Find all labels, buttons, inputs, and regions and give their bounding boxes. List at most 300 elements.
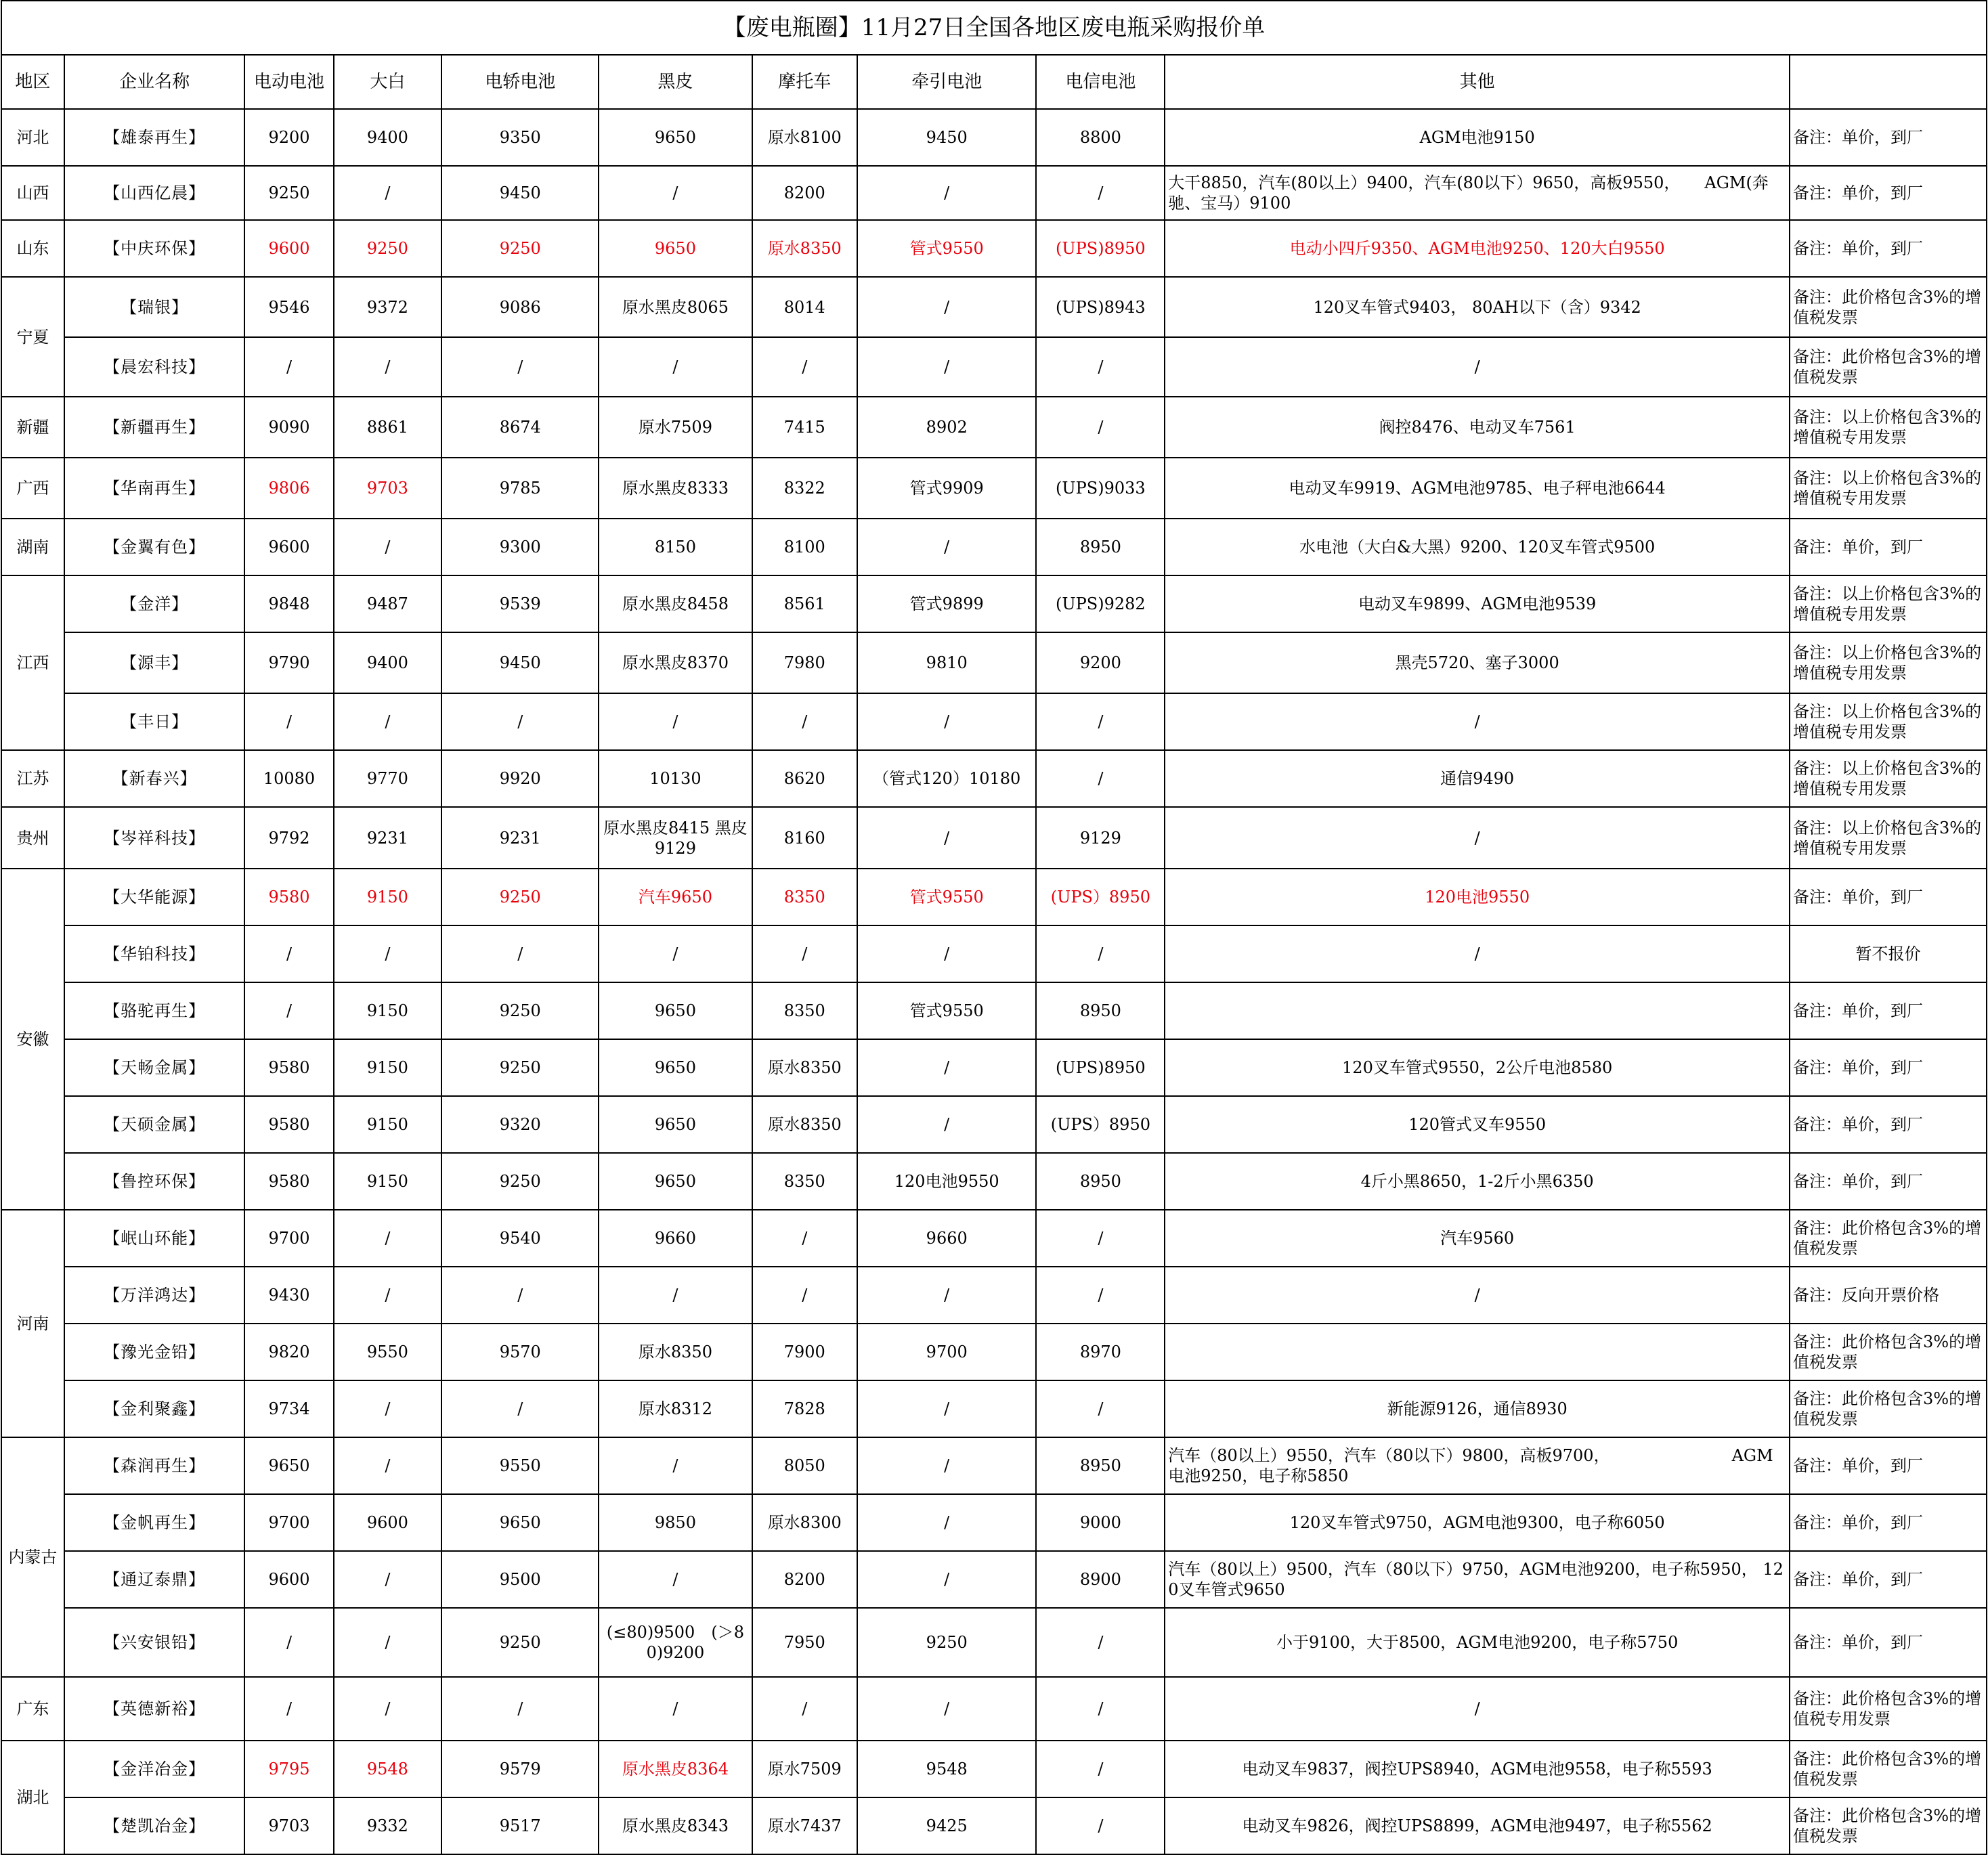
price-other-cell: 黑壳5720、塞子3000 <box>1165 632 1790 693</box>
price-car-battery-cell: 9450 <box>441 166 599 220</box>
price-ev-battery-cell: 9090 <box>244 397 333 458</box>
price-dabai-cell: 9150 <box>334 1096 442 1153</box>
price-car-battery-cell: 9540 <box>441 1210 599 1267</box>
price-heipi-cell: 9650 <box>599 982 752 1039</box>
price-ev-battery-cell: / <box>244 337 333 397</box>
price-heipi-cell: 原水黑皮8415 黑皮9129 <box>599 807 752 869</box>
price-other-cell: / <box>1165 807 1790 869</box>
price-other-cell: 小于9100，大于8500，AGM电池9200，电子称5750 <box>1165 1608 1790 1677</box>
price-ev-battery-cell: / <box>244 925 333 982</box>
table-row <box>1 1677 1987 1741</box>
note-cell: 备注：单价，到厂 <box>1790 166 1987 220</box>
price-other-cell: 120管式叉车9550 <box>1165 1096 1790 1153</box>
price-car-battery-cell: / <box>441 1267 599 1324</box>
note-cell: 暂不报价 <box>1790 925 1987 982</box>
price-ev-battery-cell: 9700 <box>244 1494 333 1551</box>
price-heipi-cell: 9650 <box>599 220 752 277</box>
price-traction-cell: 管式9550 <box>857 220 1037 277</box>
header-company: 企业名称 <box>64 55 245 109</box>
header-other: 其他 <box>1165 55 1790 109</box>
price-motorcycle-cell: / <box>752 925 857 982</box>
price-motorcycle-cell: 8620 <box>752 750 857 807</box>
region-cell: 河南 <box>1 1210 64 1437</box>
header-motorcycle: 摩托车 <box>752 55 857 109</box>
company-cell: 【岷山环能】 <box>64 1210 245 1267</box>
price-car-battery-cell: / <box>441 1677 599 1741</box>
note-cell: 备注：以上价格包含3%的增值税专用发票 <box>1790 807 1987 869</box>
price-heipi-cell: 原水黑皮8343 <box>599 1797 752 1854</box>
price-dabai-cell: 9548 <box>334 1741 442 1797</box>
price-dabai-cell: / <box>334 1551 442 1608</box>
table-row <box>1 1096 1987 1153</box>
price-traction-cell: 9425 <box>857 1797 1037 1854</box>
price-telecom-cell: / <box>1036 1608 1165 1677</box>
table-row <box>1 519 1987 575</box>
company-cell: 【岑祥科技】 <box>64 807 245 869</box>
price-dabai-cell: / <box>334 519 442 575</box>
price-dabai-cell: 8861 <box>334 397 442 458</box>
note-cell: 备注：以上价格包含3%的增值税专用发票 <box>1790 575 1987 632</box>
company-cell: 【天硕金属】 <box>64 1096 245 1153</box>
price-motorcycle-cell: 8200 <box>752 1551 857 1608</box>
price-telecom-cell: 8950 <box>1036 1153 1165 1210</box>
price-heipi-cell: / <box>599 693 752 750</box>
note-cell: 备注：单价，到厂 <box>1790 1437 1987 1494</box>
price-other-cell: / <box>1165 1677 1790 1741</box>
price-other-cell: / <box>1165 693 1790 750</box>
price-other-cell: 通信9490 <box>1165 750 1790 807</box>
table-row <box>1 807 1987 869</box>
price-dabai-cell: / <box>334 1267 442 1324</box>
price-dabai-cell: / <box>334 1380 442 1437</box>
table-row <box>1 1153 1987 1210</box>
company-cell: 【华铂科技】 <box>64 925 245 982</box>
company-cell: 【天畅金属】 <box>64 1039 245 1096</box>
price-traction-cell: 管式9909 <box>857 458 1037 519</box>
company-cell: 【山西亿晨】 <box>64 166 245 220</box>
price-heipi-cell: 8150 <box>599 519 752 575</box>
note-cell: 备注：以上价格包含3%的增值税专用发票 <box>1790 750 1987 807</box>
price-dabai-cell: 9703 <box>334 458 442 519</box>
table-row <box>1 1494 1987 1551</box>
price-car-battery-cell: 9579 <box>441 1741 599 1797</box>
price-table <box>1 0 1987 1855</box>
price-traction-cell: 9450 <box>857 109 1037 166</box>
price-heipi-cell: 10130 <box>599 750 752 807</box>
company-cell: 【源丰】 <box>64 632 245 693</box>
region-cell: 湖南 <box>1 519 64 575</box>
price-ev-battery-cell: 9600 <box>244 1551 333 1608</box>
company-cell: 【骆驼再生】 <box>64 982 245 1039</box>
region-cell: 宁夏 <box>1 277 64 397</box>
price-dabai-cell: 9231 <box>334 807 442 869</box>
price-motorcycle-cell: / <box>752 337 857 397</box>
price-traction-cell: 120电池9550 <box>857 1153 1037 1210</box>
price-telecom-cell: / <box>1036 1267 1165 1324</box>
note-cell: 备注：以上价格包含3%的增值税专用发票 <box>1790 458 1987 519</box>
price-traction-cell: / <box>857 1380 1037 1437</box>
price-heipi-cell: 原水黑皮8458 <box>599 575 752 632</box>
table-row <box>1 109 1987 166</box>
price-telecom-cell: 9000 <box>1036 1494 1165 1551</box>
price-dabai-cell: 9400 <box>334 109 442 166</box>
table-row <box>1 1741 1987 1797</box>
company-cell: 【金洋冶金】 <box>64 1741 245 1797</box>
price-motorcycle-cell: 原水8100 <box>752 109 857 166</box>
price-traction-cell: / <box>857 925 1037 982</box>
price-ev-battery-cell: / <box>244 1608 333 1677</box>
note-cell: 备注：单价，到厂 <box>1790 982 1987 1039</box>
price-heipi-cell: 9650 <box>599 1039 752 1096</box>
price-telecom-cell: / <box>1036 337 1165 397</box>
note-cell: 备注：反向开票价格 <box>1790 1267 1987 1324</box>
price-telecom-cell: 8970 <box>1036 1324 1165 1380</box>
company-cell: 【新疆再生】 <box>64 397 245 458</box>
price-motorcycle-cell: 原水8300 <box>752 1494 857 1551</box>
note-cell: 备注：单价，到厂 <box>1790 220 1987 277</box>
company-cell: 【金洋】 <box>64 575 245 632</box>
region-cell: 广西 <box>1 458 64 519</box>
table-row <box>1 458 1987 519</box>
price-car-battery-cell: 9450 <box>441 632 599 693</box>
price-heipi-cell: / <box>599 166 752 220</box>
price-car-battery-cell: / <box>441 337 599 397</box>
price-other-cell: / <box>1165 1267 1790 1324</box>
table-row <box>1 693 1987 750</box>
region-cell: 江西 <box>1 575 64 750</box>
price-telecom-cell: / <box>1036 166 1165 220</box>
price-car-battery-cell: 8674 <box>441 397 599 458</box>
note-cell: 备注：单价，到厂 <box>1790 1153 1987 1210</box>
price-car-battery-cell: 9650 <box>441 1494 599 1551</box>
price-ev-battery-cell: 9430 <box>244 1267 333 1324</box>
price-car-battery-cell: 9250 <box>441 220 599 277</box>
price-telecom-cell: / <box>1036 1741 1165 1797</box>
company-cell: 【金利聚鑫】 <box>64 1380 245 1437</box>
price-motorcycle-cell: 8014 <box>752 277 857 337</box>
price-motorcycle-cell: / <box>752 693 857 750</box>
price-car-battery-cell: 9250 <box>441 982 599 1039</box>
note-cell: 备注：此价格包含3%的增值税发票 <box>1790 277 1987 337</box>
price-other-cell: 电动叉车9919、AGM电池9785、电子秤电池6644 <box>1165 458 1790 519</box>
price-ev-battery-cell: 9790 <box>244 632 333 693</box>
price-traction-cell: / <box>857 1551 1037 1608</box>
price-other-cell: 阀控8476、电动叉车7561 <box>1165 397 1790 458</box>
price-ev-battery-cell: 9820 <box>244 1324 333 1380</box>
price-car-battery-cell: 9517 <box>441 1797 599 1854</box>
price-dabai-cell: / <box>334 693 442 750</box>
price-motorcycle-cell: 8200 <box>752 166 857 220</box>
price-telecom-cell: (UPS)8950 <box>1036 1039 1165 1096</box>
price-traction-cell: / <box>857 1267 1037 1324</box>
price-motorcycle-cell: 7828 <box>752 1380 857 1437</box>
price-other-cell: 汽车（80以上）9500，汽车（80以下）9750，AGM电池9200，电子称5950， 120叉车管式9650 <box>1165 1551 1790 1608</box>
table-row <box>1 982 1987 1039</box>
price-motorcycle-cell: 7415 <box>752 397 857 458</box>
price-ev-battery-cell: 9546 <box>244 277 333 337</box>
company-cell: 【大华能源】 <box>64 869 245 925</box>
price-dabai-cell: 9250 <box>334 220 442 277</box>
price-ev-battery-cell: 9600 <box>244 519 333 575</box>
company-cell: 【英德新裕】 <box>64 1677 245 1741</box>
price-telecom-cell: / <box>1036 1380 1165 1437</box>
note-cell: 备注：以上价格包含3%的增值税专用发票 <box>1790 693 1987 750</box>
price-heipi-cell: (≤80)9500 (＞80)9200 <box>599 1608 752 1677</box>
price-traction-cell: 管式9899 <box>857 575 1037 632</box>
price-motorcycle-cell: 7980 <box>752 632 857 693</box>
note-cell: 备注：此价格包含3%的增值税发票 <box>1790 1741 1987 1797</box>
price-heipi-cell: 原水黑皮8065 <box>599 277 752 337</box>
price-car-battery-cell: 9785 <box>441 458 599 519</box>
price-motorcycle-cell: 7900 <box>752 1324 857 1380</box>
price-motorcycle-cell: 原水8350 <box>752 1039 857 1096</box>
table-row <box>1 337 1987 397</box>
price-heipi-cell: / <box>599 1677 752 1741</box>
price-dabai-cell: / <box>334 337 442 397</box>
price-telecom-cell: / <box>1036 750 1165 807</box>
price-traction-cell: / <box>857 166 1037 220</box>
note-cell: 备注：以上价格包含3%的增值税专用发票 <box>1790 632 1987 693</box>
price-heipi-cell: 汽车9650 <box>599 869 752 925</box>
header-telecom: 电信电池 <box>1036 55 1165 109</box>
header-row <box>1 55 1987 109</box>
company-cell: 【豫光金铅】 <box>64 1324 245 1380</box>
table-row <box>1 632 1987 693</box>
company-cell: 【中庆环保】 <box>64 220 245 277</box>
price-motorcycle-cell: 8561 <box>752 575 857 632</box>
note-cell: 备注：以上价格包含3%的增值税专用发票 <box>1790 397 1987 458</box>
price-other-cell: 电动叉车9826，阀控UPS8899，AGM电池9497，电子称5562 <box>1165 1797 1790 1854</box>
price-telecom-cell: / <box>1036 397 1165 458</box>
price-dabai-cell: 9150 <box>334 982 442 1039</box>
company-cell: 【雄泰再生】 <box>64 109 245 166</box>
price-telecom-cell: 8900 <box>1036 1551 1165 1608</box>
price-traction-cell: 9660 <box>857 1210 1037 1267</box>
price-heipi-cell: 9650 <box>599 109 752 166</box>
page-title: 【废电瓶圈】11月27日全国各地区废电瓶采购报价单 <box>1 1 1987 55</box>
price-car-battery-cell: 9350 <box>441 109 599 166</box>
price-heipi-cell: 9650 <box>599 1153 752 1210</box>
company-cell: 【新春兴】 <box>64 750 245 807</box>
table-row <box>1 1039 1987 1096</box>
note-cell: 备注：此价格包含3%的增值税发票 <box>1790 1210 1987 1267</box>
company-cell: 【通辽泰鼎】 <box>64 1551 245 1608</box>
price-telecom-cell: 8950 <box>1036 982 1165 1039</box>
price-motorcycle-cell: 8050 <box>752 1437 857 1494</box>
region-cell: 江苏 <box>1 750 64 807</box>
header-traction: 牵引电池 <box>857 55 1037 109</box>
price-heipi-cell: / <box>599 337 752 397</box>
header-heipi: 黑皮 <box>599 55 752 109</box>
price-motorcycle-cell: 8322 <box>752 458 857 519</box>
price-telecom-cell: / <box>1036 1210 1165 1267</box>
price-car-battery-cell: 9250 <box>441 1039 599 1096</box>
price-ev-battery-cell: 9700 <box>244 1210 333 1267</box>
region-cell: 河北 <box>1 109 64 166</box>
note-cell: 备注：此价格包含3%的增值税专用发票 <box>1790 1677 1987 1741</box>
price-heipi-cell: 原水8312 <box>599 1380 752 1437</box>
price-traction-cell: / <box>857 337 1037 397</box>
price-ev-battery-cell: / <box>244 982 333 1039</box>
price-other-cell: 4斤小黑8650，1-2斤小黑6350 <box>1165 1153 1790 1210</box>
price-other-cell: 120叉车管式9403， 80AH以下（含）9342 <box>1165 277 1790 337</box>
price-other-cell: 水电池（大白&大黑）9200、120叉车管式9500 <box>1165 519 1790 575</box>
price-car-battery-cell: 9570 <box>441 1324 599 1380</box>
table-row <box>1 925 1987 982</box>
price-traction-cell: / <box>857 693 1037 750</box>
price-ev-battery-cell: / <box>244 1677 333 1741</box>
table-row <box>1 166 1987 220</box>
price-other-cell: 120电池9550 <box>1165 869 1790 925</box>
price-telecom-cell: (UPS)9033 <box>1036 458 1165 519</box>
price-car-battery-cell: 9250 <box>441 869 599 925</box>
price-telecom-cell: 8950 <box>1036 1437 1165 1494</box>
price-other-cell: 120叉车管式9550，2公斤电池8580 <box>1165 1039 1790 1096</box>
note-cell: 备注：单价，到厂 <box>1790 109 1987 166</box>
region-cell: 山西 <box>1 166 64 220</box>
price-other-cell <box>1165 1324 1790 1380</box>
price-motorcycle-cell: 8100 <box>752 519 857 575</box>
price-motorcycle-cell: / <box>752 1677 857 1741</box>
price-telecom-cell: (UPS)9282 <box>1036 575 1165 632</box>
price-car-battery-cell: 9320 <box>441 1096 599 1153</box>
price-other-cell <box>1165 982 1790 1039</box>
header-note <box>1790 55 1987 109</box>
price-heipi-cell: 原水黑皮8370 <box>599 632 752 693</box>
price-car-battery-cell: 9539 <box>441 575 599 632</box>
price-traction-cell: 8902 <box>857 397 1037 458</box>
price-car-battery-cell: 9550 <box>441 1437 599 1494</box>
note-cell: 备注：此价格包含3%的增值税发票 <box>1790 1324 1987 1380</box>
table-row <box>1 750 1987 807</box>
price-dabai-cell: 9550 <box>334 1324 442 1380</box>
price-dabai-cell: / <box>334 1437 442 1494</box>
price-motorcycle-cell: / <box>752 1267 857 1324</box>
company-cell: 【瑞银】 <box>64 277 245 337</box>
price-other-cell: 电动叉车9899、AGM电池9539 <box>1165 575 1790 632</box>
price-dabai-cell: 9332 <box>334 1797 442 1854</box>
note-cell: 备注：单价，到厂 <box>1790 1096 1987 1153</box>
price-heipi-cell: 原水7509 <box>599 397 752 458</box>
price-car-battery-cell: 9231 <box>441 807 599 869</box>
price-dabai-cell: 9150 <box>334 1039 442 1096</box>
price-ev-battery-cell: 9250 <box>244 166 333 220</box>
price-car-battery-cell: 9500 <box>441 1551 599 1608</box>
price-traction-cell: / <box>857 1437 1037 1494</box>
price-motorcycle-cell: 原水8350 <box>752 220 857 277</box>
note-cell: 备注：此价格包含3%的增值税发票 <box>1790 337 1987 397</box>
note-cell: 备注：单价，到厂 <box>1790 1039 1987 1096</box>
price-motorcycle-cell: 8350 <box>752 1153 857 1210</box>
company-cell: 【丰日】 <box>64 693 245 750</box>
price-heipi-cell: 9660 <box>599 1210 752 1267</box>
price-other-cell: 汽车（80以上）9550，汽车（80以下）9800，高板9700， AGM电池9250，电子称5850 <box>1165 1437 1790 1494</box>
price-dabai-cell: 9150 <box>334 869 442 925</box>
company-cell: 【晨宏科技】 <box>64 337 245 397</box>
price-traction-cell: 9700 <box>857 1324 1037 1380</box>
price-motorcycle-cell: 8160 <box>752 807 857 869</box>
price-other-cell: 汽车9560 <box>1165 1210 1790 1267</box>
price-telecom-cell: 9200 <box>1036 632 1165 693</box>
price-dabai-cell: 9372 <box>334 277 442 337</box>
price-traction-cell: / <box>857 519 1037 575</box>
company-cell: 【森润再生】 <box>64 1437 245 1494</box>
price-motorcycle-cell: 原水8350 <box>752 1096 857 1153</box>
table-row <box>1 1797 1987 1854</box>
price-dabai-cell: 9150 <box>334 1153 442 1210</box>
header-ev-battery: 电动电池 <box>244 55 333 109</box>
price-car-battery-cell: 9250 <box>441 1608 599 1677</box>
price-traction-cell: 9250 <box>857 1608 1037 1677</box>
table-row <box>1 1437 1987 1494</box>
price-other-cell: AGM电池9150 <box>1165 109 1790 166</box>
price-dabai-cell: / <box>334 925 442 982</box>
note-cell: 备注：此价格包含3%的增值税发票 <box>1790 1380 1987 1437</box>
price-telecom-cell: (UPS)8950 <box>1036 220 1165 277</box>
price-other-cell: 120叉车管式9750，AGM电池9300，电子称6050 <box>1165 1494 1790 1551</box>
table-row <box>1 1324 1987 1380</box>
price-traction-cell: 9548 <box>857 1741 1037 1797</box>
price-traction-cell: 管式9550 <box>857 869 1037 925</box>
price-car-battery-cell: 9250 <box>441 1153 599 1210</box>
region-cell: 安徽 <box>1 869 64 1210</box>
company-cell: 【华南再生】 <box>64 458 245 519</box>
price-telecom-cell: / <box>1036 925 1165 982</box>
note-cell: 备注：此价格包含3%的增值税发票 <box>1790 1797 1987 1854</box>
table-row <box>1 1380 1987 1437</box>
price-traction-cell: / <box>857 1677 1037 1741</box>
price-telecom-cell: (UPS)8943 <box>1036 277 1165 337</box>
price-ev-battery-cell: 9848 <box>244 575 333 632</box>
region-cell: 山东 <box>1 220 64 277</box>
region-cell: 贵州 <box>1 807 64 869</box>
price-traction-cell: 9810 <box>857 632 1037 693</box>
price-heipi-cell: / <box>599 1437 752 1494</box>
price-dabai-cell: 9600 <box>334 1494 442 1551</box>
table-row <box>1 277 1987 337</box>
price-traction-cell: / <box>857 807 1037 869</box>
price-ev-battery-cell: 9703 <box>244 1797 333 1854</box>
price-other-cell: / <box>1165 337 1790 397</box>
company-cell: 【鲁控环保】 <box>64 1153 245 1210</box>
price-ev-battery-cell: 9600 <box>244 220 333 277</box>
price-ev-battery-cell: 9580 <box>244 1096 333 1153</box>
table-row <box>1 869 1987 925</box>
note-cell: 备注：单价，到厂 <box>1790 1608 1987 1677</box>
table-row <box>1 220 1987 277</box>
price-heipi-cell: / <box>599 1551 752 1608</box>
price-telecom-cell: 8950 <box>1036 519 1165 575</box>
price-telecom-cell: / <box>1036 1677 1165 1741</box>
table-row <box>1 1210 1987 1267</box>
region-cell: 新疆 <box>1 397 64 458</box>
price-telecom-cell: 8800 <box>1036 109 1165 166</box>
price-motorcycle-cell: / <box>752 1210 857 1267</box>
price-dabai-cell: 9400 <box>334 632 442 693</box>
price-traction-cell: / <box>857 277 1037 337</box>
table-row <box>1 1551 1987 1608</box>
price-ev-battery-cell: 9792 <box>244 807 333 869</box>
note-cell: 备注：单价，到厂 <box>1790 869 1987 925</box>
price-motorcycle-cell: 8350 <box>752 869 857 925</box>
company-cell: 【兴安银铅】 <box>64 1608 245 1677</box>
table-row <box>1 1608 1987 1677</box>
region-cell: 湖北 <box>1 1741 64 1854</box>
note-cell: 备注：单价，到厂 <box>1790 519 1987 575</box>
price-telecom-cell: 9129 <box>1036 807 1165 869</box>
price-car-battery-cell: / <box>441 693 599 750</box>
price-other-cell: / <box>1165 925 1790 982</box>
